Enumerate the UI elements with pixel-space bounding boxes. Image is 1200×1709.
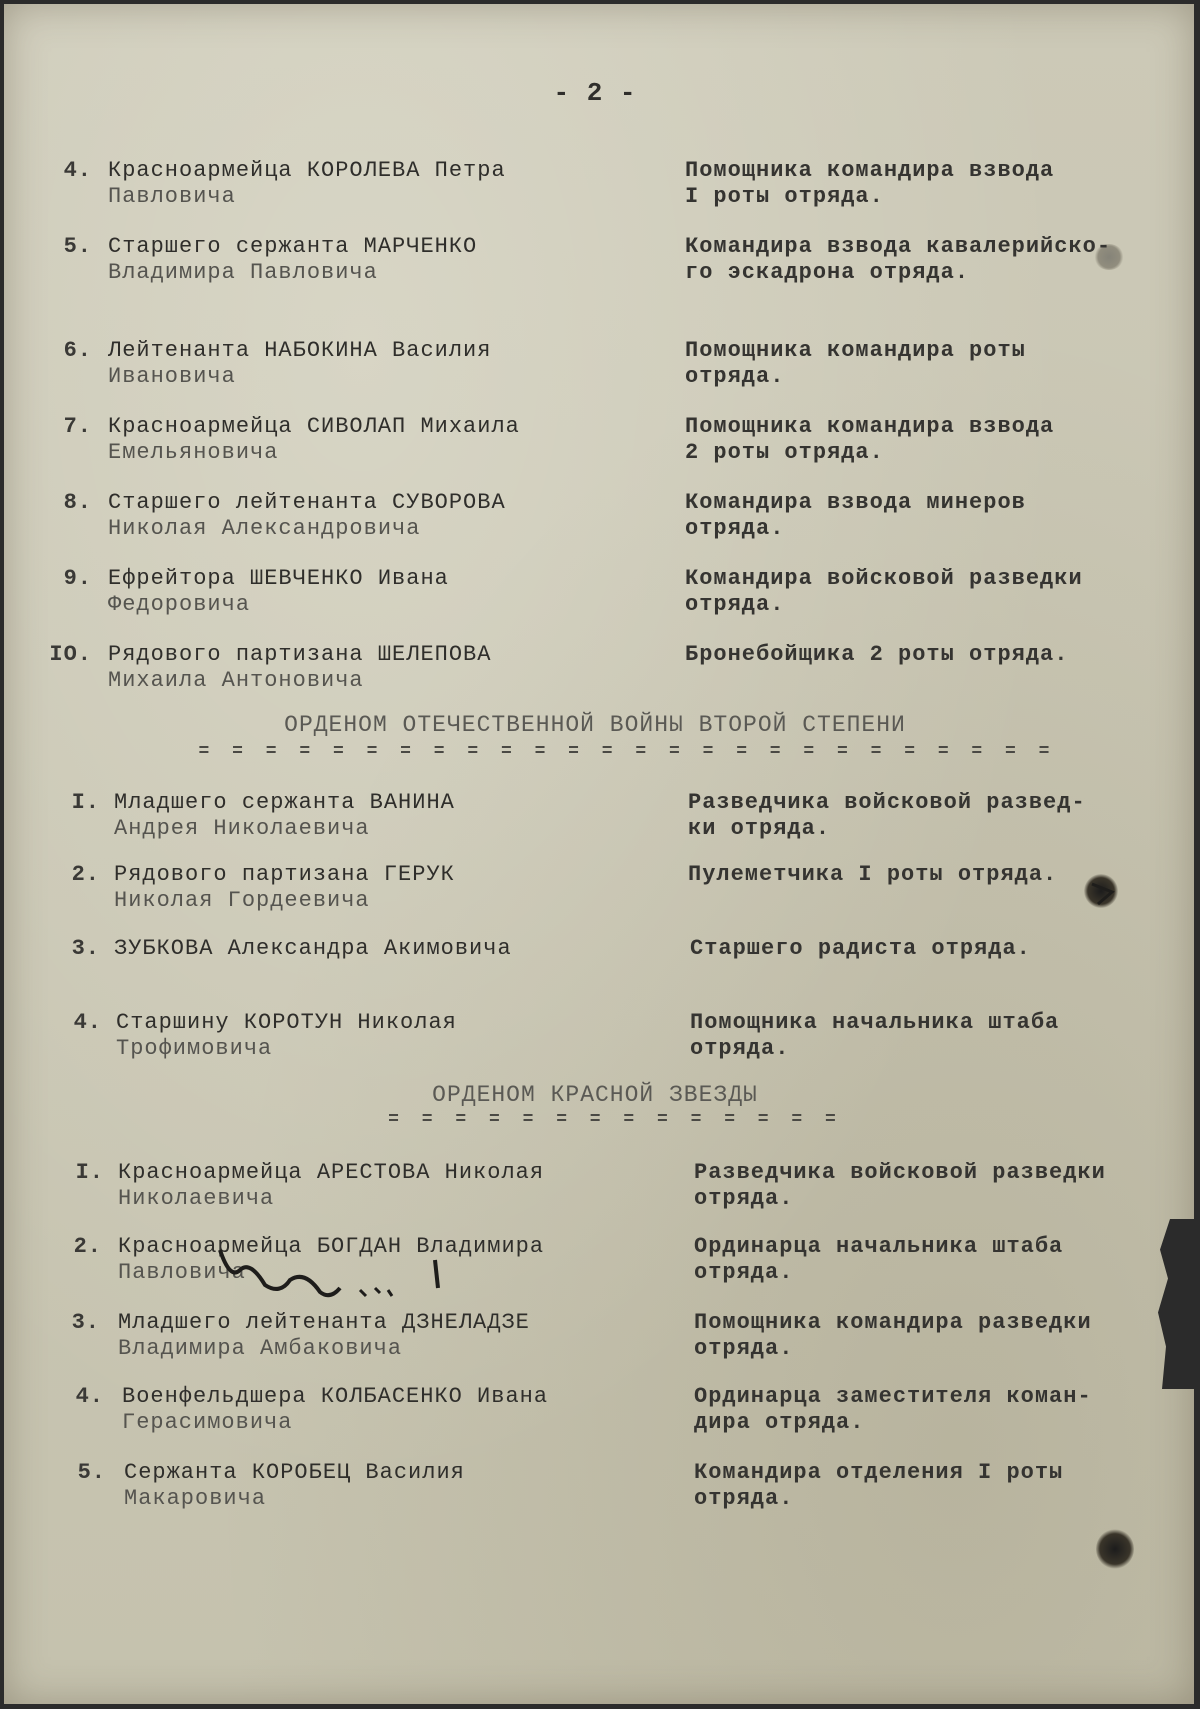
- section-underline: = = = = = = = = = = = = = =: [388, 1110, 842, 1130]
- name-line-1: Рядового партизана ШЕЛЕПОВА: [108, 642, 492, 667]
- position-line-2: отряда.: [694, 1486, 794, 1511]
- entry-position: [685, 490, 1165, 542]
- entry-number: 6.: [63, 338, 92, 363]
- section-underline: = = = = = = = = = = = = = = = = = = = = = = = = = =: [198, 742, 1056, 762]
- entry-name: [108, 642, 628, 694]
- entry-number: I.: [71, 790, 100, 815]
- name-line-2: Ивановича: [108, 364, 236, 389]
- position-line-2: ки отряда.: [688, 816, 831, 841]
- position-line-1: Помощника командира взвода: [685, 414, 1055, 439]
- position-line-1: Бронебойщика 2 роты отряда.: [685, 642, 1069, 667]
- entry-number: 5.: [63, 234, 92, 259]
- entry-name: [114, 862, 634, 914]
- name-line-1: Сержанта КОРОБЕЦ Василия: [124, 1460, 465, 1485]
- entry-position: [685, 642, 1165, 668]
- name-line-2: Федоровича: [108, 592, 251, 617]
- entry-name: [124, 1460, 644, 1512]
- name-line-2: Павловича: [108, 184, 236, 209]
- entry-name: [108, 566, 628, 618]
- entry-number: 3.: [71, 1310, 100, 1335]
- entry-name: [108, 338, 628, 390]
- position-line-1: Командира взвода минеров: [685, 490, 1026, 515]
- entry-number: 8.: [63, 490, 92, 515]
- position-line-2: отряда.: [694, 1336, 794, 1361]
- position-line-1: Командира войсковой разведки: [685, 566, 1083, 591]
- entry-position: [694, 1160, 1174, 1212]
- position-line-1: Ординарца заместителя коман-: [694, 1384, 1092, 1409]
- position-line-1: Старшего радиста отряда.: [690, 936, 1031, 961]
- position-line-1: Разведчика войсковой развед-: [688, 790, 1086, 815]
- ink-scribble: [210, 1240, 460, 1320]
- entry-position: [685, 158, 1165, 210]
- entry-number: 5.: [77, 1460, 106, 1485]
- position-line-2: отряда.: [694, 1260, 794, 1285]
- name-line-1: Рядового партизана ГЕРУК: [114, 862, 455, 887]
- name-line-1: Старшину КОРОТУН Николая: [116, 1010, 457, 1035]
- name-line-1: Красноармейца БОГДАН Владимира: [118, 1234, 545, 1259]
- entry-position: [685, 234, 1165, 286]
- name-line-2: Михаила Антоновича: [108, 668, 364, 693]
- position-line-1: Помощника командира роты: [685, 338, 1026, 363]
- position-line-1: Командира отделения I роты: [694, 1460, 1064, 1485]
- name-line-2: Николая Гордеевича: [114, 888, 370, 913]
- name-line-1: Младшего сержанта ВАНИНА: [114, 790, 455, 815]
- entry-name: [108, 234, 628, 286]
- name-line-1: Красноармейца СИВОЛАП Михаила: [108, 414, 520, 439]
- position-line-1: Командира взвода кавалерийско-: [685, 234, 1112, 259]
- position-line-1: Разведчика войсковой разведки: [694, 1160, 1106, 1185]
- position-line-2: отряда.: [685, 516, 785, 541]
- position-line-2: отряда.: [685, 364, 785, 389]
- name-line-2: Емельяновича: [108, 440, 279, 465]
- entry-number: 4.: [73, 1010, 102, 1035]
- name-line-1: Лейтенанта НАБОКИНА Василия: [108, 338, 492, 363]
- entry-name: [118, 1160, 638, 1212]
- name-line-2: Павловича: [118, 1260, 246, 1285]
- name-line-1: Военфельдшера КОЛБАСЕНКО Ивана: [122, 1384, 549, 1409]
- name-line-1: Красноармейца АРЕСТОВА Николая: [118, 1160, 545, 1185]
- ink-mark: [1090, 878, 1120, 908]
- entry-number: 2.: [71, 862, 100, 887]
- name-line-2: Владимира Павловича: [108, 260, 378, 285]
- entry-number: I.: [75, 1160, 104, 1185]
- entry-number: 7.: [63, 414, 92, 439]
- entry-position: [688, 790, 1168, 842]
- position-line-1: Пулеметчика I роты отряда.: [688, 862, 1058, 887]
- name-line-1: Старшего сержанта МАРЧЕНКО: [108, 234, 478, 259]
- position-line-2: дира отряда.: [694, 1410, 865, 1435]
- name-line-2: Владимира Амбаковича: [118, 1336, 403, 1361]
- entry-name: [116, 1010, 636, 1062]
- entry-number: 9.: [63, 566, 92, 591]
- entry-number: 3.: [71, 936, 100, 961]
- entry-position: [690, 1010, 1170, 1062]
- position-line-2: I роты отряда.: [685, 184, 884, 209]
- name-line-1: Младшего лейтенанта ДЗНЕЛАДЗЕ: [118, 1310, 530, 1335]
- name-line-2: Николаевича: [118, 1186, 275, 1211]
- position-line-2: отряда.: [694, 1186, 794, 1211]
- name-line-2: Трофимовича: [116, 1036, 273, 1061]
- section-heading-order-patriotic-war-2: ОРДЕНОМ ОТЕЧЕСТВЕННОЙ ВОЙНЫ ВТОРОЙ СТЕПЕНИ: [284, 712, 906, 738]
- page-number: - 2 -: [553, 78, 637, 108]
- entry-name: [122, 1384, 642, 1436]
- entry-position: [694, 1384, 1174, 1436]
- entry-name: [108, 158, 628, 210]
- position-line-2: отряда.: [685, 592, 785, 617]
- entry-name: [114, 790, 634, 842]
- entry-number: 4.: [75, 1384, 104, 1409]
- entry-position: [690, 936, 1170, 962]
- entry-number: 2.: [73, 1234, 102, 1259]
- entry-position: [694, 1460, 1174, 1512]
- entry-name: [108, 414, 628, 466]
- position-line-1: Ординарца начальника штаба: [694, 1234, 1064, 1259]
- entry-position: [694, 1234, 1174, 1286]
- position-line-1: Помощника командира взвода: [685, 158, 1055, 183]
- name-line-2: Николая Александровича: [108, 516, 421, 541]
- position-line-2: 2 роты отряда.: [685, 440, 884, 465]
- entry-position: [685, 338, 1165, 390]
- name-line-1: Красноармейца КОРОЛЕВА Петра: [108, 158, 506, 183]
- position-line-1: Помощника командира разведки: [694, 1310, 1092, 1335]
- entry-number: 4.: [63, 158, 92, 183]
- name-line-2: Герасимовича: [122, 1410, 293, 1435]
- entry-name: [114, 936, 634, 962]
- entry-position: [694, 1310, 1174, 1362]
- position-line-2: го эскадрона отряда.: [685, 260, 970, 285]
- entry-name: [108, 490, 628, 542]
- name-line-2: Андрея Николаевича: [114, 816, 370, 841]
- position-line-2: отряда.: [690, 1036, 790, 1061]
- entry-position: [685, 566, 1165, 618]
- entry-number: IO.: [49, 642, 92, 667]
- name-line-1: Старшего лейтенанта СУВОРОВА: [108, 490, 506, 515]
- section-heading-order-red-star: ОРДЕНОМ КРАСНОЙ ЗВЕЗДЫ: [432, 1082, 758, 1108]
- position-line-1: Помощника начальника штаба: [690, 1010, 1060, 1035]
- name-line-1: ЗУБКОВА Александра Акимовича: [114, 936, 512, 961]
- entry-position: [685, 414, 1165, 466]
- name-line-2: Макаровича: [124, 1486, 267, 1511]
- name-line-1: Ефрейтора ШЕВЧЕНКО Ивана: [108, 566, 449, 591]
